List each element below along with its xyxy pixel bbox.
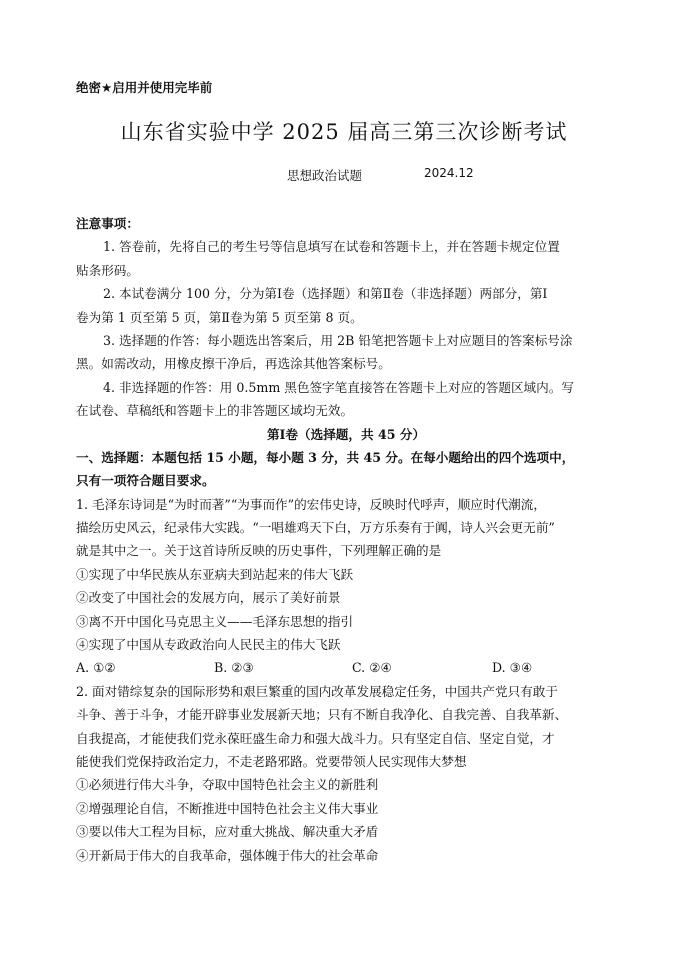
question-2-stem: 自我提高，才能使我们党永葆旺盛生命力和强大战斗力。只有坚定自信、坚定自觉，才 [76,730,555,746]
question-2-statement: ①必须进行伟大斗争，夺取中国特色社会主义的新胜利 [76,777,379,793]
section-title: 第Ⅰ卷（选择题，共 45 分） [266,426,426,442]
question-2-stem: 2. 面对错综复杂的国际形势和艰巨繁重的国内改革发展稳定任务，中国共产党只有敢于 [76,683,558,699]
question-1-stem: 描绘历史风云，纪录伟大实践。“一唱雄鸡天下白，万方乐奏有于阗，诗人兴会更无前” [76,520,555,536]
note-line: 卷为第 1 页至第 5 页，第Ⅱ卷为第 5 页至第 8 页。 [76,309,363,325]
note-line: 2. 本试卷满分 100 分，分为第Ⅰ卷（选择题）和第Ⅱ卷（非选择题）两部分，第Ⅰ [103,286,548,302]
note-line: 3. 选择题的作答：每小题选出答案后，用 2B 铅笔把答题卡上对应题目的答案标号涂 [103,332,573,348]
subject-label: 思想政治试题 [287,168,363,183]
question-2-stem: 斗争、善于斗争，才能开辟事业发展新天地；只有不断自我净化、自我完善、自我革新、 [76,707,568,723]
option-c: C. ②④ [352,660,392,676]
question-1-statement: ①实现了中华民族从东亚病夫到站起来的伟大飞跃 [76,566,354,582]
exam-date: 2024.12 [424,166,474,180]
question-1-options [76,656,616,679]
question-1-stem: 就是其中之一。关于这首诗所反映的历史事件，下列理解正确的是 [76,543,442,559]
question-1-stem: 1. 毛泽东诗词是“为时而著”“为事而作”的宏伟史诗，反映时代呼声，顺应时代潮流， [76,496,546,512]
exam-content [76,212,616,867]
section-instruction: 一、选择题：本题包括 15 小题，每小题 3 分，共 45 分。在每小题给出的四个选项中， [76,449,575,465]
option-d: D. ③④ [492,660,533,676]
question-1-statement: ②改变了中国社会的发展方向，展示了美好前景 [76,590,341,606]
option-a: A. ①② [76,660,116,676]
question-2-stem: 能使我们党保持政治定力，不走老路邪路。党要带领人民实现伟大梦想 [76,753,467,769]
exam-title: 山东省实验中学 2025 届高三第三次诊断考试 [120,120,568,144]
note-line: 贴条形码。 [76,262,139,278]
confidential-label: 绝密★启用并使用完毕前 [76,80,213,95]
note-line: 在试卷、草稿纸和答题卡上的非答题区域均无效。 [76,403,354,419]
question-1-statement: ③离不开中国化马克思主义——毛泽东思想的指引 [76,613,354,629]
note-line: 黑。如需改动，用橡皮擦干净后，再选涂其他答案标号。 [76,356,391,372]
section-instruction: 只有一项符合题目要求。 [76,473,215,489]
question-2-statement: ③要以伟大工程为目标，应对重大挑战、解决重大矛盾 [76,824,379,840]
notes-heading: 注意事项： [76,216,139,231]
question-2-statement: ②增强理论自信，不断推进中国特色社会主义伟大事业 [76,800,379,816]
note-line: 1. 答卷前，先将自己的考生号等信息填写在试卷和答题卡上，并在答题卡规定位置 [103,239,560,255]
note-line: 4. 非选择题的作答：用 0.5mm 黑色签字笔直接答在答题卡上对应的答题区域内。写 [103,379,574,395]
question-1-statement: ④实现了中国从专政政治向人民民主的伟大飞跃 [76,637,341,653]
option-b: B. ②③ [214,660,254,676]
question-2-statement: ④开新局于伟大的自我革命，强体魄于伟大的社会革命 [76,847,379,863]
